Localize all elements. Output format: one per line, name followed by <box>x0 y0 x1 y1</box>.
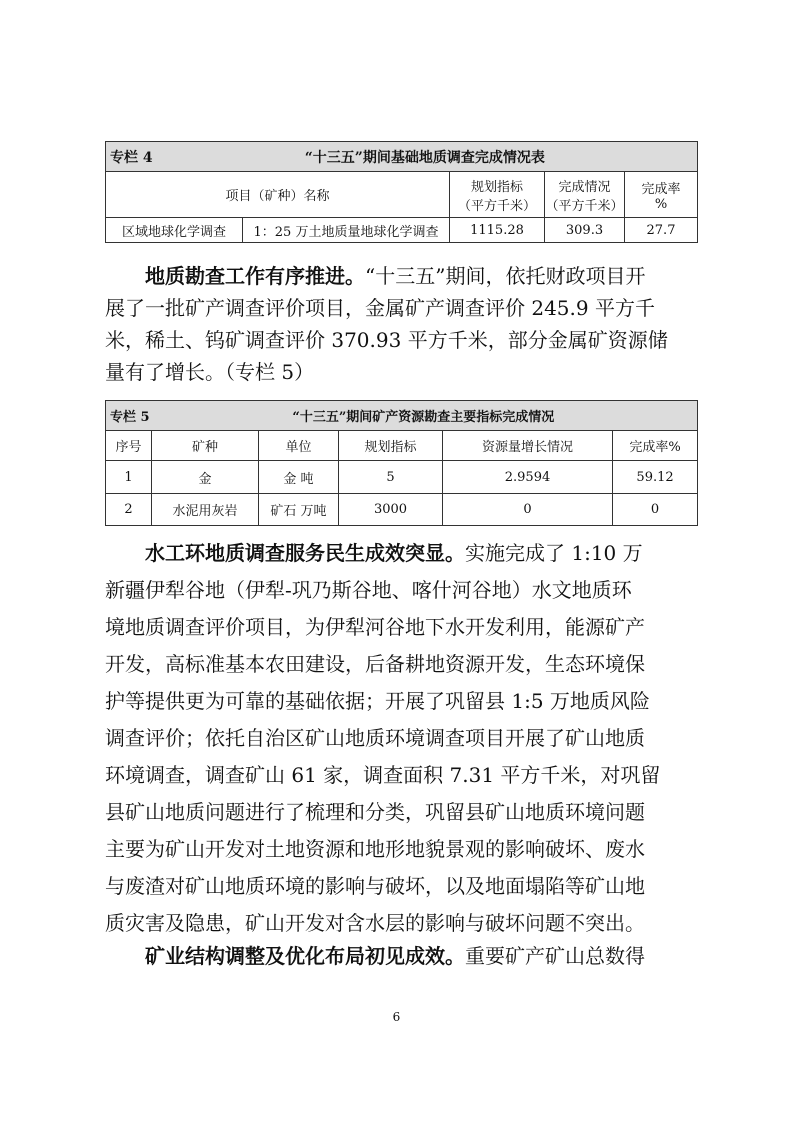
cell-rate: 27.7 <box>625 218 698 243</box>
header-plan <box>450 172 545 218</box>
header-rate <box>625 172 698 218</box>
header-plan-line2: （平方千米） <box>457 198 536 214</box>
header-cell: 序号 <box>106 431 152 461</box>
cell: 0 <box>443 494 613 526</box>
paragraph-line: 主要为矿山开发对土地资源和地形地貌景观的影响破坏、废水 <box>105 837 645 861</box>
cell: 金 <box>152 461 259 494</box>
cell-done: 309.3 <box>545 218 625 243</box>
header-cell: 资源量增长情况 <box>443 431 613 461</box>
table-header-row <box>106 431 698 461</box>
header-rate-line1: 完成率 <box>641 181 681 197</box>
cell: 59.12 <box>613 461 698 494</box>
cell: 0 <box>613 494 698 526</box>
cell: 2 <box>106 494 152 526</box>
table-row <box>106 218 698 243</box>
table-row <box>106 461 698 494</box>
paragraph-line: 县矿山地质问题进行了梳理和分类，巩留县矿山地质环境问题 <box>105 800 645 824</box>
paragraph-line: 米，稀土、钨矿调查评价 370.93 平方千米，部分金属矿资源储 <box>105 328 668 352</box>
paragraph-line: 量有了增长。（专栏 5） <box>105 360 315 384</box>
paragraph-exploration <box>105 260 697 388</box>
header-plan-line1: 规划指标 <box>470 179 523 195</box>
header-done <box>545 172 625 218</box>
paragraph-highlight: 水工环地质调查服务民生成效突显。 <box>145 541 465 565</box>
header-cell: 矿种 <box>152 431 259 461</box>
table-title: “十三五”期间基础地质调查完成情况表 <box>304 149 545 166</box>
paragraph-line <box>105 535 697 572</box>
table-row <box>106 494 698 526</box>
cell-plan: 1115.28 <box>450 218 545 243</box>
table-column-4 <box>105 141 698 243</box>
paragraph-highlight: 地质勘查工作有序推进。 <box>145 264 365 288</box>
paragraph-text: “十三五”期间，依托财政项目开 <box>365 264 646 288</box>
table-label: 专栏 5 <box>110 410 150 425</box>
paragraph-line: 环境调查，调查矿山 61 家，调查面积 7.31 平方千米，对巩留 <box>105 763 661 787</box>
paragraph-line: 质灾害及隐患，矿山开发对含水层的影响与破坏问题不突出。 <box>105 911 645 935</box>
header-rate-line2: % <box>654 196 668 212</box>
header-done-line1: 完成情况 <box>558 179 611 195</box>
header-cell: 单位 <box>259 431 339 461</box>
table-label: 专栏 4 <box>110 149 153 166</box>
paragraph-line: 与废渣对矿山地质环境的影响与破坏，以及地面塌陷等矿山地 <box>105 874 645 898</box>
cell-project: 1：25 万土地质量地球化学调查 <box>243 218 450 243</box>
paragraph-line: 新疆伊犁谷地（伊犁-巩乃斯谷地、喀什河谷地）水文地质环 <box>105 578 632 602</box>
paragraph-line <box>105 940 697 972</box>
paragraph-line: 展了一批矿产调查评价项目，金属矿产调查评价 245.9 平方千 <box>105 296 655 320</box>
header-item-name: 项目（矿种）名称 <box>106 172 450 218</box>
paragraph-mining-structure <box>105 940 697 972</box>
cell-category: 区域地球化学调查 <box>106 218 243 243</box>
paragraph-line: 开发，高标准基本农田建设，后备耕地资源开发，生态环境保 <box>105 652 645 676</box>
paragraph-line: 境地质调查评价项目，为伊犁河谷地下水开发利用，能源矿产 <box>105 615 645 639</box>
page-number: 6 <box>392 1010 401 1024</box>
header-cell: 完成率% <box>613 431 698 461</box>
paragraph-highlight: 矿业结构调整及优化布局初见成效。 <box>145 944 465 968</box>
paragraph-text: 实施完成了 1:10 万 <box>465 541 643 565</box>
table-title: “十三五”期间矿产资源勘查主要指标完成情况 <box>292 410 555 425</box>
header-cell: 规划指标 <box>339 431 443 461</box>
cell: 1 <box>106 461 152 494</box>
cell: 金 吨 <box>259 461 339 494</box>
cell: 矿石 万吨 <box>259 494 339 526</box>
paragraph-line <box>105 260 697 292</box>
cell: 2.9594 <box>443 461 613 494</box>
paragraph-line: 护等提供更为可靠的基础依据；开展了巩留县 1:5 万地质风险 <box>105 689 650 713</box>
paragraph-hydro-geology <box>105 535 697 942</box>
paragraph-text: 重要矿产矿山总数得 <box>465 944 645 968</box>
cell: 3000 <box>339 494 443 526</box>
table-caption <box>106 142 698 172</box>
header-done-line2: （平方千米） <box>545 198 624 214</box>
paragraph-line: 调查评价；依托自治区矿山地质环境调查项目开展了矿山地质 <box>105 726 645 750</box>
table-column-5 <box>105 400 698 526</box>
cell: 5 <box>339 461 443 494</box>
table-caption <box>106 401 698 431</box>
cell: 水泥用灰岩 <box>152 494 259 526</box>
